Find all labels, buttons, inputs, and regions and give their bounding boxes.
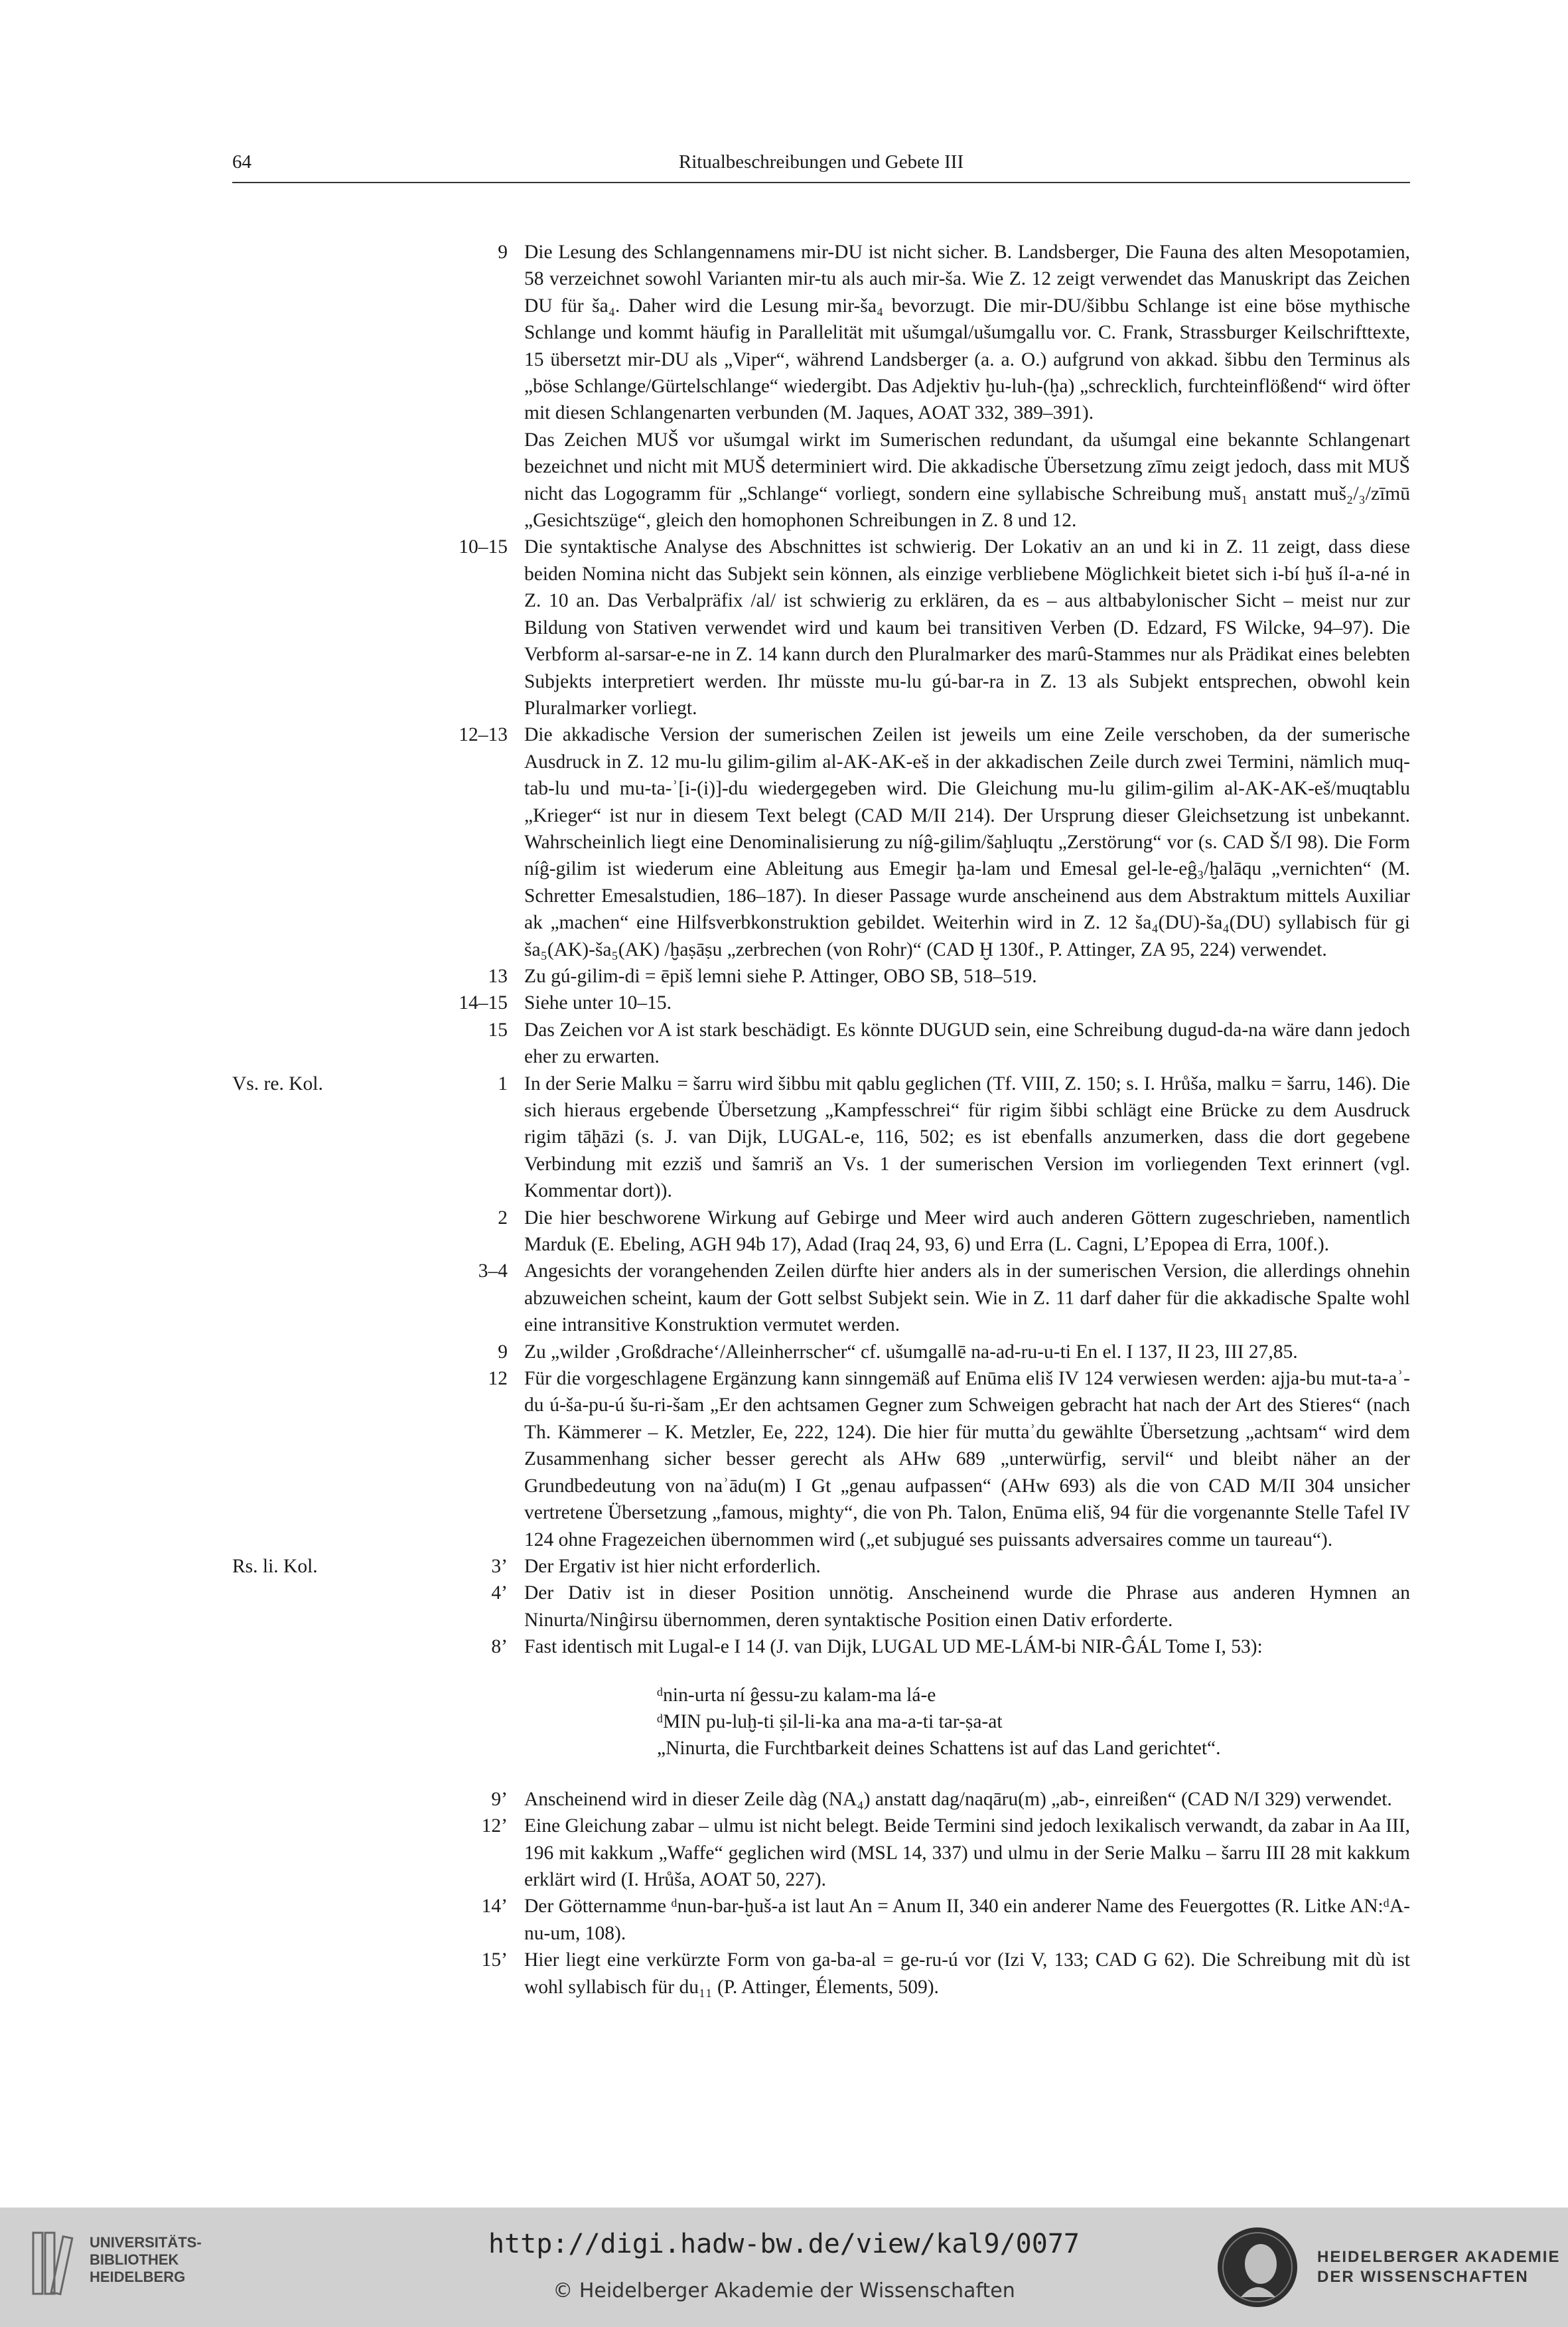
commentary-entry [232,1893,1410,1947]
line-number: 15 [488,1019,508,1041]
library-name-line: UNIVERSITÄTS- [90,2234,202,2251]
commentary-text: Der Ergativ ist hier nicht erforderlich. [524,1555,821,1577]
commentary-text: Fast identisch mit Lugal-e I 14 (J. van Dijk, LUGAL UD ME-LÁM-bi NIR-ĜÁL Tome I, 53): [524,1636,1263,1658]
section-label [232,1365,385,1553]
section-label [232,239,385,427]
copyright-notice: © Heidelberger Akademie der Wissenschaften [553,2279,1015,2302]
quote-line-sumerian: ᵈnin-urta ní ĝessu-zu kalam-ma lá-e [657,1684,936,1706]
commentary-text: Die Lesung des Schlangennamens mir-DU ist nicht sicher. B. Landsberger, Die Fauna des alten Mesopotamien, 58 verzeichnet sowohl Varianten mir-tu als auch mir-ša. Wie Z. 12 zeigt verwendet das Manuskript das Zeichen DU für ša₄. Daher wird die Lesung mir-ša₄ bevorzugt. Die mir-DU/šibbu Schlange ist eine böse mythische Schlange und kommt häufig in Parallelität mit ušumgal/ušumgallu vor. C. Frank, Strassburger Keilschrifttexte, 15 übersetzt mir-DU als „Viper“, während Landsberger (a. a. O.) aufgrund von akkad. šibbu den Terminus als „böse Schlange/Gürtelschlange“ wiedergibt. Das Adjektiv ḫu-luh-(ḫa) „schrecklich, furchteinflößend“ wird öfter mit diesen Schlangenarten verbunden (M. Jaques, AOAT 332, 389–391). [524,242,1410,424]
commentary-entry [232,1947,1410,2000]
commentary-entry [232,1258,1410,1338]
commentary-entry [232,427,1410,534]
commentary-text: Der Dativ ist in dieser Position unnötig. Anscheinend wurde die Phrase aus anderen Hymnen an Ninurta/Ninĝirsu übernommen, deren syntaktische Position einen Dativ erforderte. [524,1582,1410,1631]
commentary-text: Die syntaktische Analyse des Abschnittes ist schwierig. Der Lokativ an an und ki in Z. 11 zeigt, dass diese beiden Nomina nicht das Subjekt sein können, als einzige verbliebene Möglichkeit bietet sich i-bí ḫuš íl-a-né in Z. 10 an. Das Verbalpräfix /al/ ist schwierig zu erklären, da es – aus altbabylonischer Sicht – meist nur zur Bildung von Stativen verwendet wird und kaum bei transitiven Verben (D. Edzard, FS Wilcke, 94–97). Die Verbform al-sarsar-e-ne in Z. 14 kann durch den Pluralmarker des marû-Stammes nur als Prädikat eines belebten Subjekts interpretiert werden. Ihr müsste mu-lu gú-bar-ra in Z. 13 als Subjekt entsprechen, obwohl kein Pluralmarker vorliegt. [524,536,1410,719]
academy-name-line: DER WISSENSCHAFTEN [1317,2268,1529,2286]
section-label [232,427,385,534]
section-label [232,1786,385,1813]
commentary-text: Angesichts der vorangehenden Zeilen dürfte hier anders als in der sumerischen Version, die allerdings ohnehin abzuweichen scheint, kaum der Gott selbst Subjekt sein. Wie in Z. 11 darf daher für die akkadische Spalte wohl eine intransitive Konstruktion vermutet werden. [524,1260,1410,1336]
line-number: 10–15 [459,536,508,558]
line-number: 12’ [481,1815,508,1837]
commentary-text: In der Serie Malku = šarru wird šibbu mit qablu geglichen (Tf. VIII, Z. 150; s. I. Hrůša, malku = šarru, 146). Die sich hieraus ergebende Übersetzung „Kampfesschrei“ für rigim šibbi schlägt eine Brücke zu dem Ausdruck rigim tāḫāzi (s. J. van Dijk, LUGAL-e, 116, 502; es ist ebenfalls anzumerken, dass die dort gegebene Verbindung mit ezziš und šamriš an Vs. 1 der sumerischen Version im vorliegenden Text erinnert (vgl. Kommentar dort)). [524,1073,1410,1202]
line-number: 14–15 [459,992,508,1014]
page-header [232,151,1410,183]
line-number: 1 [498,1073,508,1094]
line-number: 9’ [491,1788,508,1810]
commentary-text: Anscheinend wird in dieser Zeile dàg (NA₄) anstatt dag/naqāru(m) „ab-, einreißen“ (CAD N/I 329) verwendet. [524,1788,1392,1810]
section-label [232,1258,385,1338]
running-title: Ritualbeschreibungen und Gebete III [678,151,964,173]
commentary-entry [232,1553,1410,1580]
section-label [232,1580,385,1633]
quote-line-translation: „Ninurta, die Furchtbarkeit deines Schattens ist auf das Land gerichtet“. [657,1738,1221,1760]
academy-name-line: HEIDELBERGER AKADEMIE [1317,2248,1561,2266]
commentary-entry [232,239,1410,427]
section-label: Vs. re. Kol. [232,1073,323,1094]
line-number: 12–13 [459,724,508,746]
commentary-entry [232,1786,1410,1813]
footer-bar [0,2208,1568,2327]
line-number: 13 [488,965,508,987]
portrait-medallion-icon [1214,2224,1301,2310]
line-number: 4’ [491,1582,508,1604]
commentary-entry [232,1205,1410,1258]
commentary-text: Die hier beschworene Wirkung auf Gebirge und Meer wird auch anderen Göttern zugeschrieben, namentlich Marduk (E. Ebeling, AGH 94b 17), Adad (Iraq 24, 93, 6) und Erra (L. Cagni, L’Epopea di Erra, 100f.). [524,1207,1410,1256]
library-name-line: BIBLIOTHEK [90,2251,179,2268]
commentary-entry [232,1017,1410,1071]
section-label [232,1813,385,1893]
section-label [232,1893,385,1947]
commentary-entry [232,963,1410,990]
line-number: 9 [498,242,508,263]
line-number: 8’ [491,1636,508,1658]
academy-name [1317,2247,1560,2287]
commentary-text: Das Zeichen MUŠ vor ušumgal wirkt im Sumerischen redundant, da ušumgal eine bekannte Schlangenart bezeichnet und nicht mit MUŠ determiniert wird. Die akkadische Übersetzung zīmu zeigt jedoch, dass mit MUŠ nicht das Logogramm für „Schlange“ vorliegt, sondern eine syllabische Schreibung muš₁ anstatt muš₂/₃/zīmū „Gesichtszüge“, gleich den homophonen Schreibungen in Z. 8 und 12. [524,429,1410,532]
section-label [232,721,385,963]
section-label [232,1947,385,2000]
commentary-text: Zu „wilder ‚Großdrache‘/Alleinherrscher“ cf. ušumgallē na-ad-ru-u-ti En el. I 137, II 23, III 27,85. [524,1341,1298,1363]
commentary-text: Hier liegt eine verkürzte Form von ga-ba-al = ge-ru-ú vor (Izi V, 133; CAD G 62). Die Schreibung mit dù ist wohl syllabisch für du₁₁ (P. Attinger, Élements, 509). [524,1949,1410,1998]
line-number: 3’ [491,1555,508,1577]
commentary-entry [232,1365,1410,1553]
quoted-passage [232,1682,1410,1762]
section-label [232,1205,385,1258]
commentary-text: Der Götternamme ᵈnun-bar-ḫuš-a ist laut An = Anum II, 340 ein anderer Name des Feuergottes (R. Litke AN:ᵈA- nu-um, 108). [524,1896,1410,1944]
commentary-entry [232,721,1410,963]
commentary-text: Siehe unter 10–15. [524,992,672,1014]
library-name-line: HEIDELBERG [90,2269,186,2285]
line-number: 9 [498,1341,508,1363]
commentary-text: Eine Gleichung zabar – ulmu ist nicht belegt. Beide Termini sind jedoch lexikalisch verwandt, da zabar in Aa III, 196 mit kakkum „Waffe“ geglichen wird (MSL 14, 337) und ulmu in der Serie Malku – šarru III 28 mit kakkum erklärt wird (I. Hrůša, AOAT 50, 227). [524,1815,1410,1890]
commentary-entry [232,1071,1410,1205]
line-number: 3–4 [478,1260,508,1282]
commentary-text: Die akkadische Version der sumerischen Zeilen ist jeweils um eine Zeile verschoben, da der sumerische Ausdruck in Z. 12 mu-lu gilim-gilim al-AK-AK-eš in der akkadischen Zeile durch zwei Termini, nämlich muq-tab-lu und mu-ta-ʾ[i-(i)]-du wiedergegeben wird. Die Gleichung mu-lu gilim-gilim al-AK-AK-eš/muqtablu „Krieger“ ist nur in diesem Text belegt (CAD M/II 214). Der Ursprung dieser Gleichsetzung ist unbekannt. Wahrscheinlich liegt eine Denominalisierung zu níĝ-gilim/šaḫluqtu „Zerstörung“ vor (s. CAD Š/I 98). Die Form níĝ-gilim ist wiederum eine Ableitung aus Emegir ḫa-lam und Emesal gel-le-eĝ₃/ḫalāqu „vernichten“ (M. Schretter Emesalstudien, 186–187). In dieser Passage wurde anscheinend aus dem Abstraktum mittels Auxiliar ak „machen“ eine Hilfsverbkonstruktion gebildet. Weiterhin wird in Z. 12 ša₄(DU)-ša₄(DU) syllabisch für gi ša₅(AK)-ša₅(AK) /ḫaṣāṣu „zerbrechen (von Rohr)“ (CAD Ḫ 130f., P. Attinger, ZA 95, 224) verwendet. [524,724,1410,960]
line-number: 15’ [481,1949,508,1971]
line-number [385,427,524,534]
line-number: 14’ [481,1896,508,1917]
section-label [232,990,385,1016]
page-number: 64 [232,151,251,173]
commentary-entry [232,1580,1410,1633]
commentary-body [232,239,1410,2000]
commentary-entry [232,1813,1410,1893]
section-label [232,1017,385,1071]
commentary-text: Zu gú-gilim-di = ēpiš lemni siehe P. Attinger, OBO SB, 518–519. [524,965,1037,987]
commentary-entry [232,990,1410,1016]
line-number: 2 [498,1207,508,1229]
quote-line-akkadian: ᵈMIN pu-luḫ-ti ṣil-li-ka ana ma-a-ti tar-ṣa-at [657,1710,1003,1732]
line-number: 12 [488,1368,508,1390]
commentary-entry [232,1633,1410,1660]
commentary-text: Das Zeichen vor A ist stark beschädigt. Es könnte DUGUD sein, eine Schreibung dugud-da-na wäre dann jedoch eher zu erwarten. [524,1019,1410,1068]
commentary-entry [232,1339,1410,1365]
commentary-text: Für die vorgeschlagene Ergänzung kann sinngemäß auf Enūma eliš IV 124 verwiesen werden: ajja-bu mut-ta-aʾ-du ú-ša-pu-ú šu-ri-šam „Er den achtsamen Gegner zum Schweigen gebracht hat nach der Art des Stieres“ (nach Th. Kämmerer – K. Metzler, Ee, 222, 124). Die hier für muttaʾdu gewählte Übersetzung „achtsam“ wird dem Zusammenhang sicher besser gerecht als AHw 689 „unterwürfig, servil“ und bleibt näher an der Grundbedeutung von naʾādu(m) I Gt „genau aufpassen“ (AHw 693) als die von CAD M/II 304 unsicher vertretene Übersetzung „famous, mighty“, die von Ph. Talon, Enūma eliš, 94 für die vorgenannte Stelle Tafel IV 124 ohne Fragezeichen übernommen wird („et subjugué ses puissants adversaires comme un taureau“). [524,1368,1410,1550]
section-label [232,534,385,721]
section-label [232,963,385,990]
section-label [232,1633,385,1660]
permalink-url[interactable]: http://digi.hadw-bw.de/view/kal9/0077 [488,2229,1080,2259]
section-label [232,1339,385,1365]
section-label: Rs. li. Kol. [232,1555,318,1577]
commentary-entry [232,534,1410,721]
